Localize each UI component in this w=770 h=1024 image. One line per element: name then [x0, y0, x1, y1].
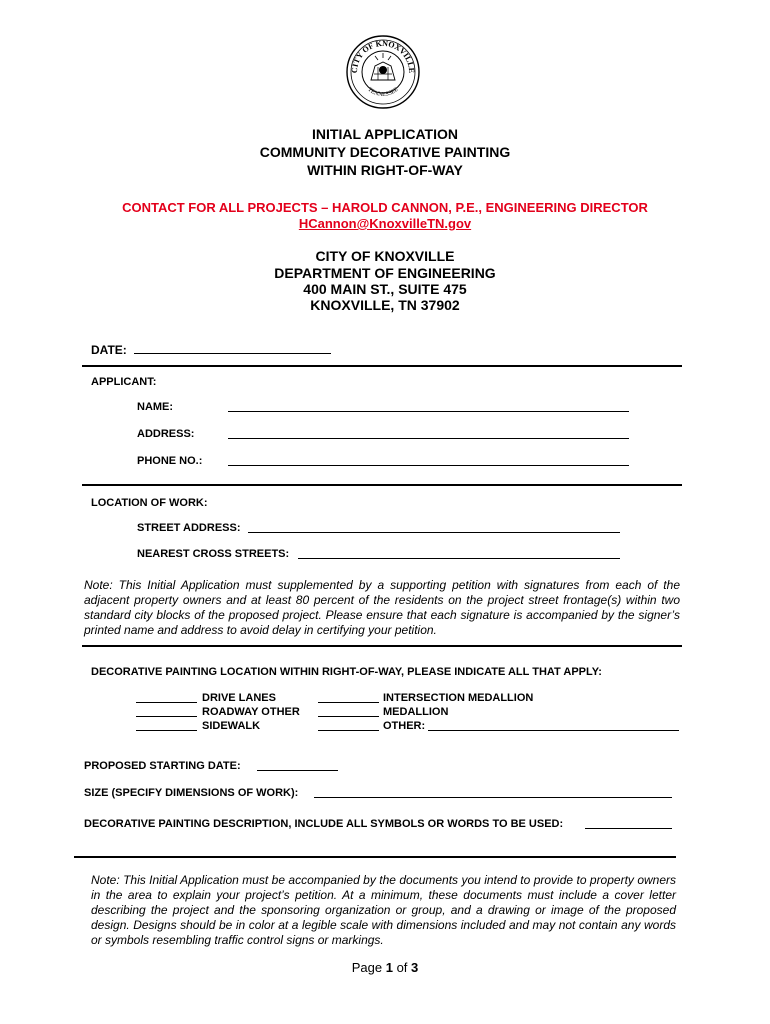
svg-text:TENNESSEE: TENNESSEE [366, 86, 400, 99]
heading-line-2: COMMUNITY DECORATIVE PAINTING [259, 144, 511, 160]
address-city-state-zip: KNOXVILLE, TN 37902 [310, 297, 460, 313]
intersection-medallion-field[interactable] [318, 702, 379, 703]
section-divider [82, 365, 682, 367]
roadway-other-field[interactable] [136, 716, 197, 717]
svg-text:CITY OF KNOXVILLE: CITY OF KNOXVILLE [349, 38, 417, 74]
contact-email-link[interactable]: HCannon@KnoxvilleTN.gov [298, 216, 472, 231]
address-city: CITY OF KNOXVILLE [315, 248, 455, 264]
address-field[interactable] [228, 438, 629, 439]
name-field[interactable] [228, 411, 629, 412]
city-seal [345, 34, 421, 110]
description-label: DECORATIVE PAINTING DESCRIPTION, INCLUDE ALL SYMBOLS OR WORDS TO BE USED: [84, 818, 564, 830]
size-field[interactable] [314, 797, 672, 798]
medallion-label: MEDALLION [383, 706, 449, 718]
roadway-other-label: ROADWAY OTHER [202, 706, 300, 718]
description-field[interactable] [585, 828, 672, 829]
date-label: DATE: [91, 343, 127, 357]
section-divider [82, 645, 682, 647]
size-label: SIZE (SPECIFY DIMENSIONS OF WORK): [84, 787, 299, 799]
phone-label: PHONE NO.: [137, 455, 203, 467]
phone-field[interactable] [228, 465, 629, 466]
date-field[interactable] [134, 353, 331, 354]
drive-lanes-label: DRIVE LANES [202, 692, 276, 704]
address-department: DEPARTMENT OF ENGINEERING [274, 265, 496, 281]
start-date-label: PROPOSED STARTING DATE: [84, 760, 241, 772]
contact-line: CONTACT FOR ALL PROJECTS – HAROLD CANNON, P.E., ENGINEERING DIRECTOR [122, 200, 648, 215]
intersection-medallion-label: INTERSECTION MEDALLION [383, 692, 534, 704]
cross-streets-label: NEAREST CROSS STREETS: [137, 548, 290, 560]
page-total: 3 [411, 960, 419, 975]
location-label: LOCATION OF WORK: [91, 497, 208, 509]
medallion-field[interactable] [318, 716, 379, 717]
other-label: OTHER: [383, 720, 426, 732]
cross-streets-field[interactable] [298, 558, 620, 559]
section-divider [82, 484, 682, 486]
page-word: Page [351, 960, 383, 975]
sidewalk-field[interactable] [136, 730, 197, 731]
address-label: ADDRESS: [137, 428, 195, 440]
other-check-field[interactable] [318, 730, 379, 731]
drive-lanes-field[interactable] [136, 702, 197, 703]
heading-line-1: INITIAL APPLICATION [312, 126, 458, 142]
heading-line-3: WITHIN RIGHT-OF-WAY [307, 162, 463, 178]
sidewalk-label: SIDEWALK [202, 720, 261, 732]
painting-location-label: DECORATIVE PAINTING LOCATION WITHIN RIGHT-OF-WAY, PLEASE INDICATE ALL THAT APPLY: [91, 666, 602, 678]
page-footer [0, 960, 770, 975]
other-text-field[interactable] [428, 730, 679, 731]
petition-note: Note: This Initial Application must supplemented by a supporting petition with signatures from each of the adjacent property owners and at least 80 percent of the residents on the project street frontage(s) within two standard city blocks of the proposed project. Please ensure that each signature is accompanied by the signer’s printed name and address to avoid delay in certifying your petition. [84, 578, 680, 637]
street-address-label: STREET ADDRESS: [137, 522, 241, 534]
of-word: of [396, 960, 408, 975]
start-date-field[interactable] [257, 770, 338, 771]
section-divider [74, 856, 676, 858]
page-number: 1 [385, 960, 393, 975]
street-address-field[interactable] [248, 532, 620, 533]
documents-note: Note: This Initial Application must be accompanied by the documents you intend to provide to property owners in the area to explain your project’s petition. At a minimum, these documents must include a cover letter describing the project and the sponsoring organization or group, and a drawing or image of the proposed design. Designs should be in color at a legible scale with dimensions included and may not contain any words or symbols resembling traffic control signs or markings. [91, 873, 676, 947]
name-label: NAME: [137, 401, 174, 413]
address-street: 400 MAIN ST., SUITE 475 [303, 281, 467, 297]
applicant-label: APPLICANT: [91, 376, 157, 388]
